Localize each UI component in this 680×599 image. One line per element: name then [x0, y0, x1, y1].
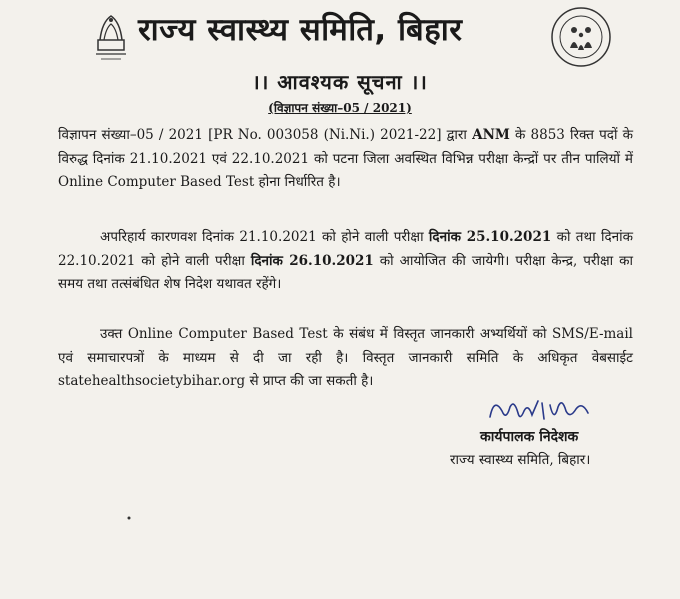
paragraph-1: विज्ञापन संख्या–05 / 2021 [PR No. 003058 (Ni.Ni.) 2021-22] द्वारा ANM के 8853 रिक्त पदों के विरुद्ध दिनांक 21.10.2021 एवं 22.10.2021 को पटना जिला अवस्थित विभिन्न परीक्षा केन्द्रों पर तीन पालियों में Online Computer Based Test होना निर्धारित है। [58, 127, 633, 190]
advertisement-number: (विज्ञापन संख्या–05 / 2021) [268, 101, 412, 115]
signatory-organization: राज्य स्वास्थ्य समिति, बिहार। [450, 452, 591, 468]
bihar-government-emblem-icon [92, 10, 130, 64]
organization-title: राज्य स्वास्थ्य समिति, बिहार [138, 12, 463, 48]
letterhead [0, 0, 680, 70]
signatory-designation: कार्यपालक निदेशक [480, 429, 579, 445]
handwritten-signature-icon [484, 393, 604, 427]
paragraph-2: अपरिहार्य कारणवश दिनांक 21.10.2021 को होने वाली परीक्षा दिनांक 25.10.2021 को तथा दिनांक 22.10.2021 को होने वाली परीक्षा दिनांक 26.10.2021 को आयोजित की जायेगी। परीक्षा केन्द्र, परीक्षा का समय तथा तत्संबंधित शेष निदेश यथावत रहेंगे। [58, 229, 633, 292]
paragraph-3: उक्त Online Computer Based Test के संबंध में विस्तृत जानकारी अभ्यर्थियों को SMS/E-mail एवं समाचारपत्रों के माध्यम से दी जा रही है। विस्तृत जानकारी समिति के अधिकृत वेबसाईट statehealthsocietybihar.org से प्राप्त की जा सकती है। [58, 326, 633, 389]
notice-heading: ।। आवश्यक सूचना ।। [252, 70, 428, 94]
national-health-mission-logo-icon [550, 6, 612, 68]
ink-speck [126, 516, 132, 520]
